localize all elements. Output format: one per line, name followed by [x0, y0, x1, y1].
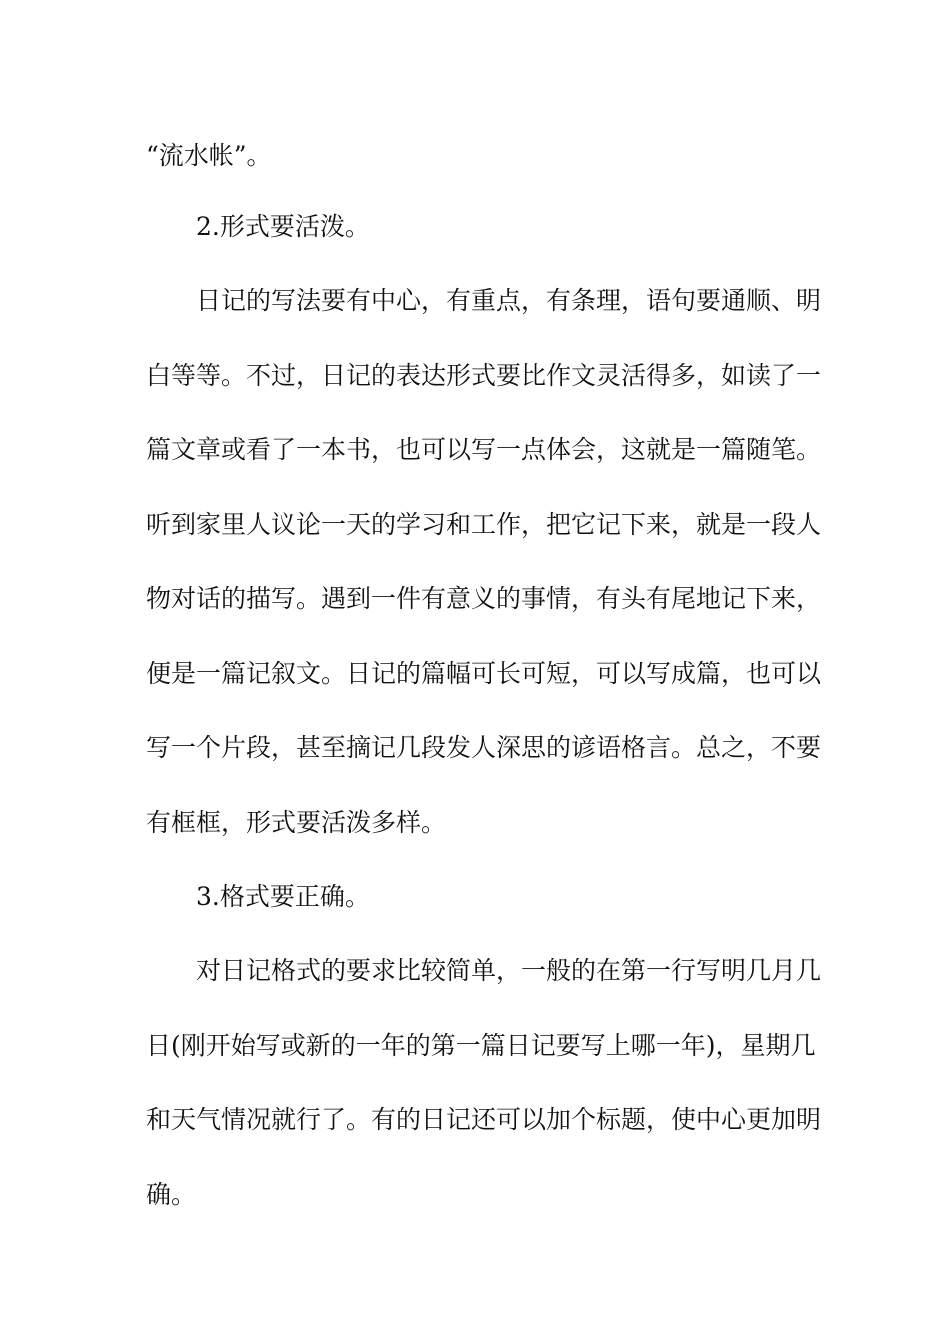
section-heading-3: 3.格式要正确。 [196, 882, 370, 911]
paragraph-line: 篇文章或看了一本书，也可以写一点体会，这就是一篇随笔。 [146, 435, 822, 464]
paragraph-line: 对日记格式的要求比较简单，一般的在第一行写明几月几 [196, 956, 822, 985]
paragraph-line: 写一个片段，甚至摘记几段发人深思的谚语格言。总之，不要 [146, 733, 822, 762]
paragraph-line: 物对话的描写。遇到一件有意义的事情，有头有尾地记下来， [146, 584, 822, 613]
paragraph-line: 便是一篇记叙文。日记的篇幅可长可短，可以写成篇，也可以 [146, 659, 822, 688]
paragraph-line-continuation: “流水帐”。 [146, 141, 272, 170]
section-heading-2: 2.形式要活泼。 [196, 212, 370, 241]
paragraph-line: 和天气情况就行了。有的日记还可以加个标题，使中心更加明 [146, 1105, 822, 1134]
paragraph-line: 白等等。不过，日记的表达形式要比作文灵活得多，如读了一 [146, 361, 822, 390]
paragraph-line: 有框框，形式要活泼多样。 [146, 808, 447, 837]
paragraph-line: 日记的写法要有中心，有重点，有条理，语句要通顺、明 [196, 286, 822, 315]
paragraph-line: 日(刚开始写或新的一年的第一篇日记要写上哪一年)，星期几 [146, 1031, 816, 1060]
paragraph-line: 听到家里人议论一天的学习和工作，把它记下来，就是一段人 [146, 510, 822, 539]
paragraph-line: 确。 [146, 1180, 197, 1209]
